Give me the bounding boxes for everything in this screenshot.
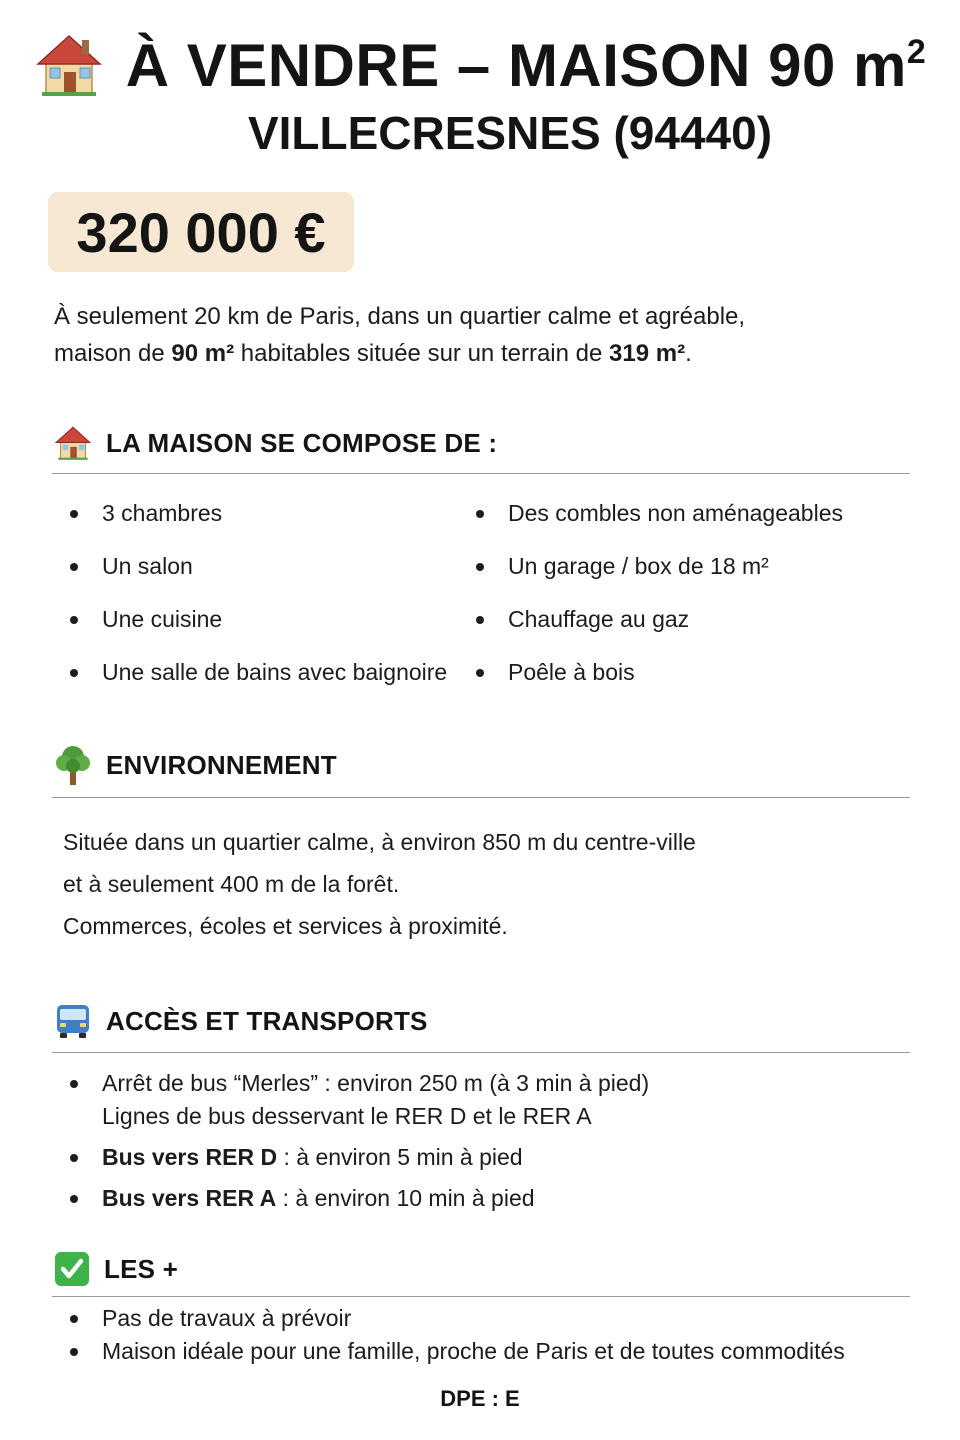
title-row [0,30,960,100]
list-item: Des combles non aménageables [460,500,920,553]
section-title: ACCÈS ET TRANSPORTS [106,1005,428,1036]
list-item: Bus vers RER A : à environ 10 min à pied [54,1182,914,1215]
dpe-rating: DPE : E [440,1386,520,1411]
list-item: Poêle à bois [460,659,920,712]
list-item: Une salle de bains avec baignoire [54,659,474,712]
tree-icon [54,744,92,786]
environment-line: et à seulement 400 m de la forêt. [63,871,400,897]
environment-text [63,821,903,947]
section-composition-heading [54,424,910,462]
page-subtitle: VILLECRESNES (94440) [247,107,773,159]
list-item: Une cuisine [54,606,474,659]
bus-icon [54,1002,92,1040]
environment-line: Commerces, écoles et services à proximité. [63,913,508,939]
section-plus-heading [54,1251,910,1287]
composition-list-left [54,500,474,712]
section-title: ENVIRONNEMENT [106,749,337,780]
access-list [54,1067,914,1223]
section-divider [52,1296,910,1297]
composition-list-right [460,500,920,712]
house-icon [54,424,92,462]
intro-line-2: maison de 90 m² habitables située sur un terrain de 319 m². [54,340,692,367]
list-item: Arrêt de bus “Merles” : environ 250 m (à 3 min à pied) Lignes de bus desservant le RER D et le RER A [54,1067,914,1133]
listing-header [0,30,960,160]
price-badge [48,192,354,272]
house-icon [34,30,104,100]
section-access-heading [54,1002,910,1040]
intro-text [54,298,914,372]
page-title: À VENDRE – MAISON 90 $m^2$ [125,31,927,99]
check-mark-icon [54,1251,90,1287]
list-item: Bus vers RER D : à environ 5 min à pied [54,1141,914,1174]
list-item: 3 chambres [54,500,474,553]
environment-line: Située dans un quartier calme, à environ 850 m du centre-ville [63,829,696,855]
section-divider [52,797,910,798]
list-item: Maison idéale pour une famille, proche de Paris et de toutes commodités [54,1335,934,1368]
section-title: LA MAISON SE COMPOSE DE : [106,427,498,458]
list-item: Chauffage au gaz [460,606,920,659]
list-item: Un garage / box de 18 m² [460,553,920,606]
list-item: Un salon [54,553,474,606]
intro-line-1: À seulement 20 km de Paris, dans un quartier calme et agréable, [54,303,746,330]
list-item: Pas de travaux à prévoir [54,1302,934,1335]
price-value: 320 000 € [76,200,326,264]
section-environment-heading [54,744,910,786]
section-divider [52,473,910,474]
section-divider [52,1052,910,1053]
section-title: LES + [104,1253,178,1284]
plus-list [54,1302,934,1368]
